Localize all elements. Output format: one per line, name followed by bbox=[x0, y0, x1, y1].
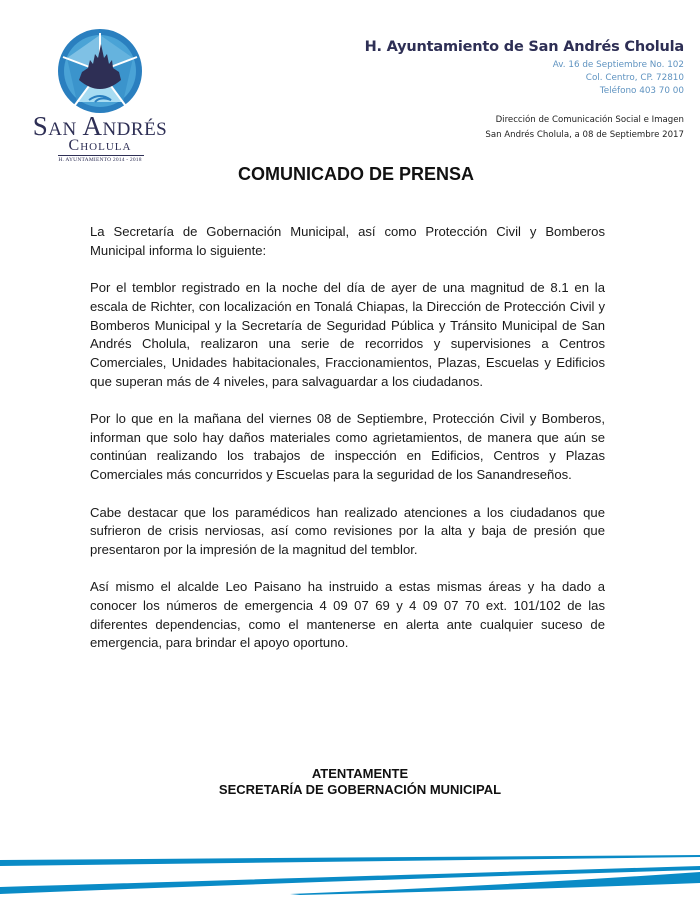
organization-name: H. Ayuntamiento de San Andrés Cholula bbox=[364, 39, 684, 55]
signatory: SECRETARÍA DE GOBERNACIÓN MUNICIPAL bbox=[218, 782, 502, 797]
paragraph: La Secretaría de Gobernación Municipal, así como Protección Civil y Bomberos Municipal informa lo siguiente: bbox=[90, 224, 605, 258]
address-line: Col. Centro, CP. 72810 bbox=[585, 73, 684, 83]
signature-block bbox=[0, 766, 700, 798]
paragraph: Por el temblor registrado en la noche del día de ayer de una magnitud de 8.1 en la escala de Richter, con localización en Tonalá Chiapas, la Dirección de Protección Civil y Bomberos Municipal y la Secretaría de Seguridad Pública y Tránsito Municipal de San Andrés Cholula, realizaron una serie de recorridos y supervisiones a Centros Comerciales, Unidades habitacionales, Fraccionamientos, Plazas, Escuelas y Edificios que superan más de 4 niveles, para salvaguardar a los ciudadanos. bbox=[90, 280, 605, 389]
logo-subtitle: H. AYUNTAMIENTO 2014 - 2018 bbox=[58, 157, 142, 163]
document-meta bbox=[485, 113, 684, 143]
closing: ATENTAMENTE bbox=[311, 766, 409, 781]
footer-wave-decoration bbox=[0, 850, 700, 906]
address-line: Av. 16 de Septiembre No. 102 bbox=[552, 60, 684, 70]
document-title: COMUNICADO DE PRENSA bbox=[237, 164, 474, 184]
paragraph: Así mismo el alcalde Leo Paisano ha instruido a estas mismas áreas y ha dado a conocer los números de emergencia 4 09 07 69 y 4 09 07 70 ext. 101/102 de las diferentes dependencias, como el mantenerse en alerta ante cualquier suceso de emergencia, para brindar el apoyo oportuno. bbox=[90, 579, 605, 651]
logo-name: San Andrés bbox=[32, 111, 168, 141]
logo-emblem-icon bbox=[55, 28, 145, 114]
paragraph: Cabe destacar que los paramédicos han realizado atenciones a los ciudadanos que sufrieron de crisis nerviosas, así como revisiones por la alta y baja de presión que presentaron por la impresión de la magnitud del temblor. bbox=[90, 504, 605, 557]
department: Dirección de Comunicación Social e Imagen bbox=[495, 115, 684, 125]
municipal-logo bbox=[20, 28, 180, 168]
footer-wave-line bbox=[0, 855, 700, 866]
paragraph: Por lo que en la mañana del viernes 08 de Septiembre, Protección Civil y Bomberos, informan que solo hay daños materiales como agrietamientos, de manera que aún se continúan realizando los trabajos de inspección en Edificios, Centros y Plazas Comerciales más concurridos y Escuelas para la seguridad de los Sanandreseños. bbox=[90, 411, 605, 483]
logo-divider bbox=[58, 155, 144, 156]
logo-city: Cholula bbox=[68, 137, 132, 154]
place-date: San Andrés Cholula, a 08 de Septiembre 2017 bbox=[485, 130, 684, 140]
address-block bbox=[365, 59, 684, 98]
phone-line: Teléfono 403 70 00 bbox=[599, 86, 684, 96]
letterhead bbox=[365, 39, 684, 98]
document-body bbox=[90, 223, 605, 672]
